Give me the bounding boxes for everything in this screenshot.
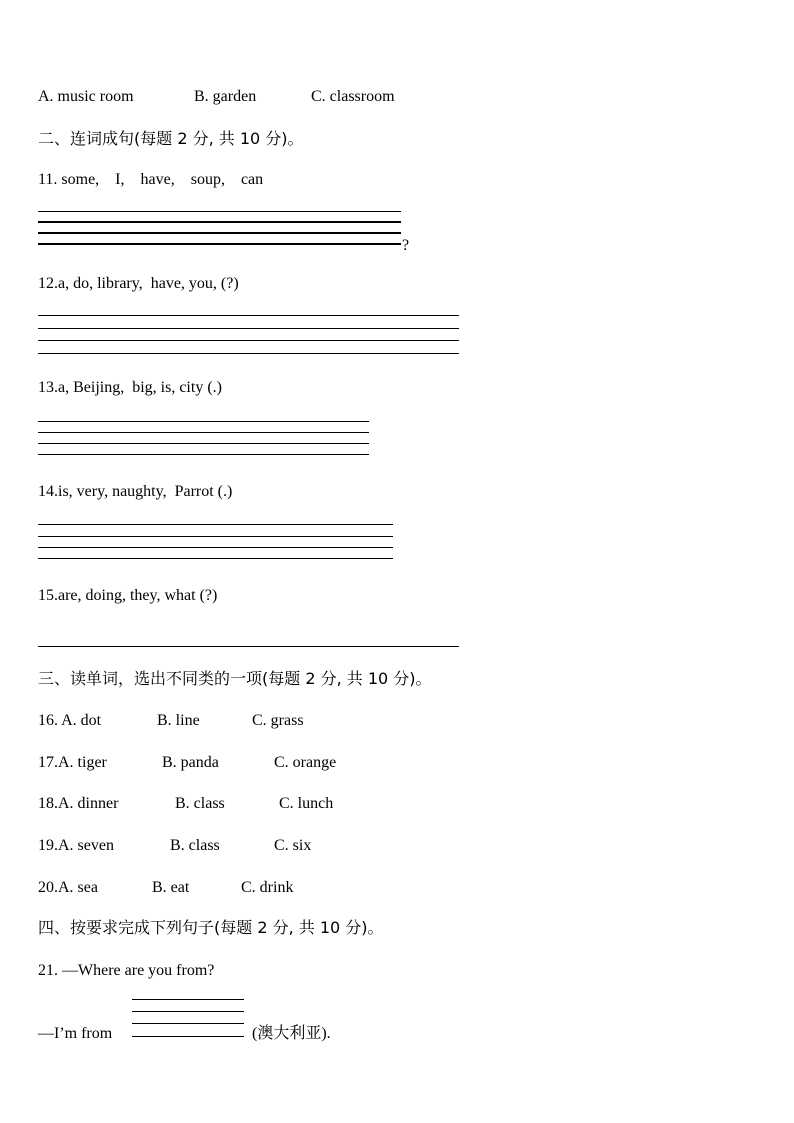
q21-hint: (澳大利亚). <box>252 1025 331 1042</box>
q20-option-c: C. drink <box>241 879 294 896</box>
q20-option-a: 20.A. sea <box>38 879 98 896</box>
q15-words: 15.are, doing, they, what (?) <box>38 587 218 604</box>
q17-option-a: 17.A. tiger <box>38 754 107 771</box>
q10-option-c: C. classroom <box>311 88 395 105</box>
q18-option-c: C. lunch <box>279 795 334 812</box>
q10-option-a: A. music room <box>38 88 134 105</box>
q16-option-c: C. grass <box>252 712 304 729</box>
q18-option-b: B. class <box>175 795 225 812</box>
q10-option-b: B. garden <box>194 88 257 105</box>
q14-words: 14.is, very, naughty, Parrot (.) <box>38 483 233 500</box>
q12-words: 12.a, do, library, have, you, (?) <box>38 275 239 292</box>
q16-option-b: B. line <box>157 712 200 729</box>
q19-option-b: B. class <box>170 837 220 854</box>
q21-response-start: —I’m from <box>38 1025 113 1042</box>
section4-title: 四、按要求完成下列句子(每题 2 分, 共 10 分)。 <box>38 918 384 937</box>
q11-question-mark: ? <box>402 237 410 254</box>
q19-option-a: 19.A. seven <box>38 837 114 854</box>
q19-option-c: C. six <box>274 837 312 854</box>
q18-option-a: 18.A. dinner <box>38 795 119 812</box>
q20-option-b: B. eat <box>152 879 190 896</box>
section2-title: 二、连词成句(每题 2 分, 共 10 分)。 <box>38 129 304 148</box>
q13-words: 13.a, Beijing, big, is, city (.) <box>38 379 222 396</box>
q21-question: 21. —Where are you from? <box>38 962 215 979</box>
q17-option-b: B. panda <box>162 754 219 771</box>
q17-option-c: C. orange <box>274 754 337 771</box>
q16-option-a: 16. A. dot <box>38 712 102 729</box>
section3-title: 三、读单词，选出不同类的一项(每题 2 分, 共 10 分)。 <box>38 669 432 688</box>
q11-words: 11. some, I, have, soup, can <box>38 171 264 188</box>
